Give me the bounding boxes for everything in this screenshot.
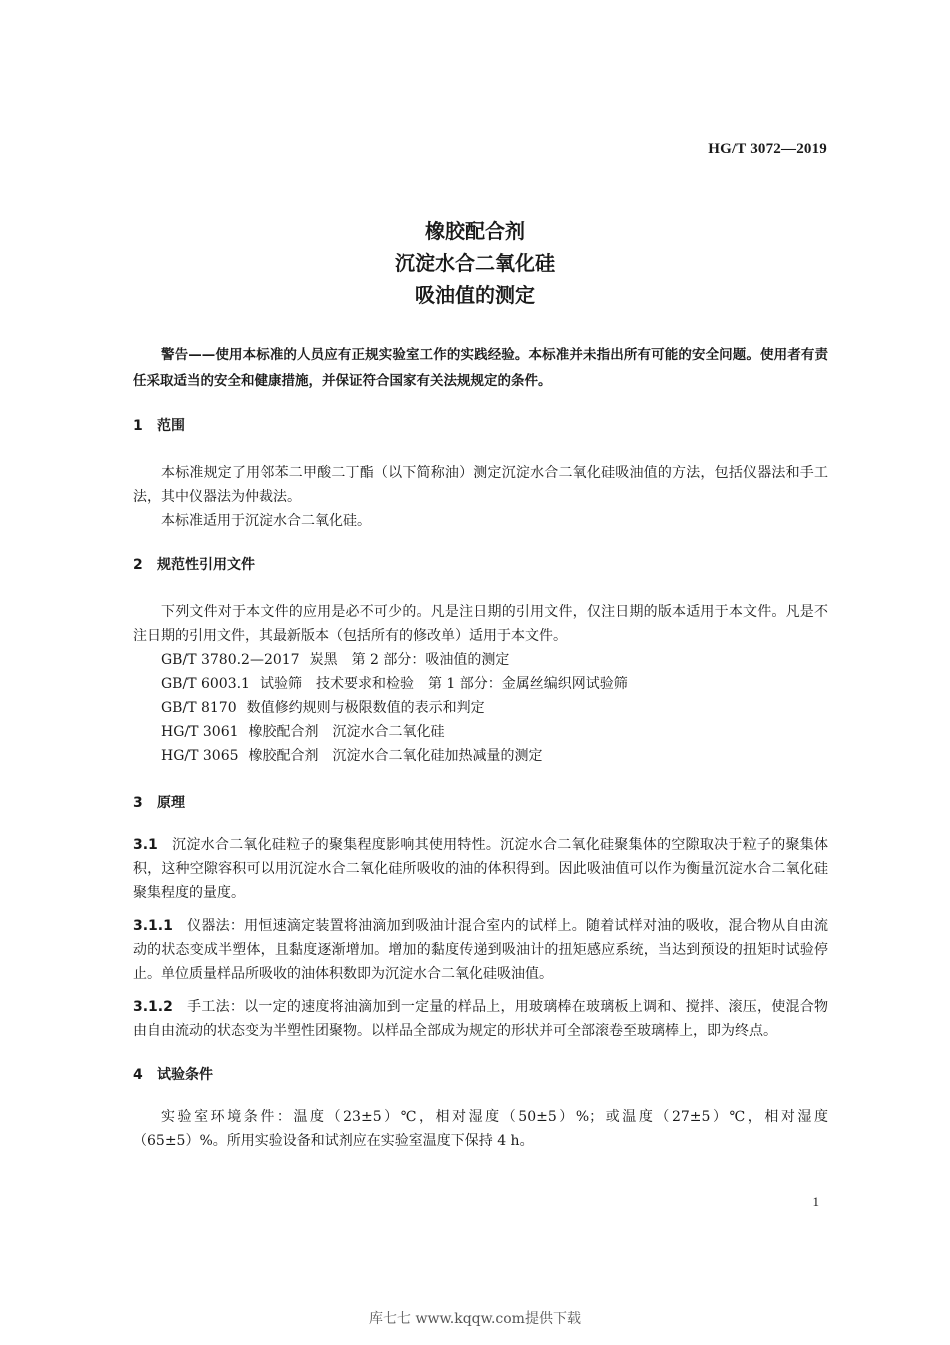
section-4-number: 4	[133, 1067, 143, 1083]
clause-3-1-number: 3.1	[133, 837, 158, 853]
section-1-title: 范围	[157, 418, 185, 434]
clause-3-1-1-number: 3.1.1	[133, 918, 173, 934]
document-title	[0, 215, 950, 311]
section-1-number: 1	[133, 418, 143, 434]
title-line-3: 吸油值的测定	[415, 283, 535, 307]
safety-warning: 警告——使用本标准的人员应有正规实验室工作的实践经验。本标准并未指出所有可能的安全问题。使用者有责任采取适当的安全和健康措施，并保证符合国家有关法规规定的条件。	[133, 347, 828, 389]
section-4-heading	[133, 1063, 828, 1087]
standard-code: HG/T 3072—2019	[708, 141, 827, 157]
section-1-heading	[133, 414, 828, 438]
clause-3-1-1	[133, 914, 828, 986]
document-body	[133, 342, 828, 1153]
download-footer: 库七七 www.kqqw.com提供下载	[369, 1311, 581, 1327]
reference-item: GB/T 6003.1 试验筛 技术要求和检验 第 1 部分：金属丝编织网试验筛	[161, 676, 628, 692]
section-4-title: 试验条件	[157, 1067, 213, 1083]
section-1-paragraph-1: 本标准规定了用邻苯二甲酸二丁酯（以下简称油）测定沉淀水合二氧化硅吸油值的方法，包括仪器法和手工法，其中仪器法为仲裁法。	[133, 465, 828, 505]
clause-3-1	[133, 833, 828, 905]
section-2-paragraph-1: 下列文件对于本文件的应用是必不可少的。凡是注日期的引用文件，仅注日期的版本适用于本文件。凡是不注日期的引用文件，其最新版本（包括所有的修改单）适用于本文件。	[133, 604, 828, 644]
section-2-number: 2	[133, 557, 143, 573]
clause-3-1-1-text: 仪器法：用恒速滴定装置将油滴加到吸油计混合室内的试样上。随着试样对油的吸收，混合物从自由流动的状态变成半塑体，且黏度逐渐增加。增加的黏度传递到吸油计的扭矩感应系统，当达到预设的扭矩时试验停止。单位质量样品所吸收的油体积数即为沉淀水合二氧化硅吸油值。	[133, 918, 828, 982]
section-2-heading	[133, 553, 828, 577]
section-4-paragraph-1: 实验室环境条件：温度（23±5）℃，相对湿度（50±5）%；或温度（27±5）℃，相对湿度（65±5）%。所用实验设备和试剂应在实验室温度下保持 4 h。	[133, 1109, 828, 1149]
section-3-heading	[133, 791, 828, 815]
clause-3-1-2	[133, 995, 828, 1043]
section-1-paragraph-2: 本标准适用于沉淀水合二氧化硅。	[161, 513, 371, 529]
reference-item: GB/T 8170 数值修约规则与极限数值的表示和判定	[161, 700, 485, 716]
page-number: 1	[812, 1194, 819, 1209]
clause-3-1-text: 沉淀水合二氧化硅粒子的聚集程度影响其使用特性。沉淀水合二氧化硅聚集体的空隙取决于粒子的聚集体积，这种空隙容积可以用沉淀水合二氧化硅所吸收的油的体积得到。因此吸油值可以作为衡量沉淀水合二氧化硅聚集程度的量度。	[133, 837, 828, 901]
reference-item: HG/T 3065 橡胶配合剂 沉淀水合二氧化硅加热减量的测定	[161, 748, 543, 764]
clause-3-1-2-number: 3.1.2	[133, 999, 173, 1015]
section-3-title: 原理	[157, 795, 185, 811]
section-2-title: 规范性引用文件	[157, 557, 255, 573]
title-line-1: 橡胶配合剂	[425, 219, 525, 243]
reference-item: HG/T 3061 橡胶配合剂 沉淀水合二氧化硅	[161, 724, 445, 740]
clause-3-1-2-text: 手工法：以一定的速度将油滴加到一定量的样品上，用玻璃棒在玻璃板上调和、搅拌、滚压，使混合物由自由流动的状态变为半塑性团聚物。以样品全部成为规定的形状并可全部滚卷至玻璃棒上，即为终点。	[133, 999, 828, 1039]
section-3-number: 3	[133, 795, 143, 811]
title-line-2: 沉淀水合二氧化硅	[395, 251, 555, 275]
reference-item: GB/T 3780.2—2017 炭黑 第 2 部分：吸油值的测定	[161, 652, 510, 668]
